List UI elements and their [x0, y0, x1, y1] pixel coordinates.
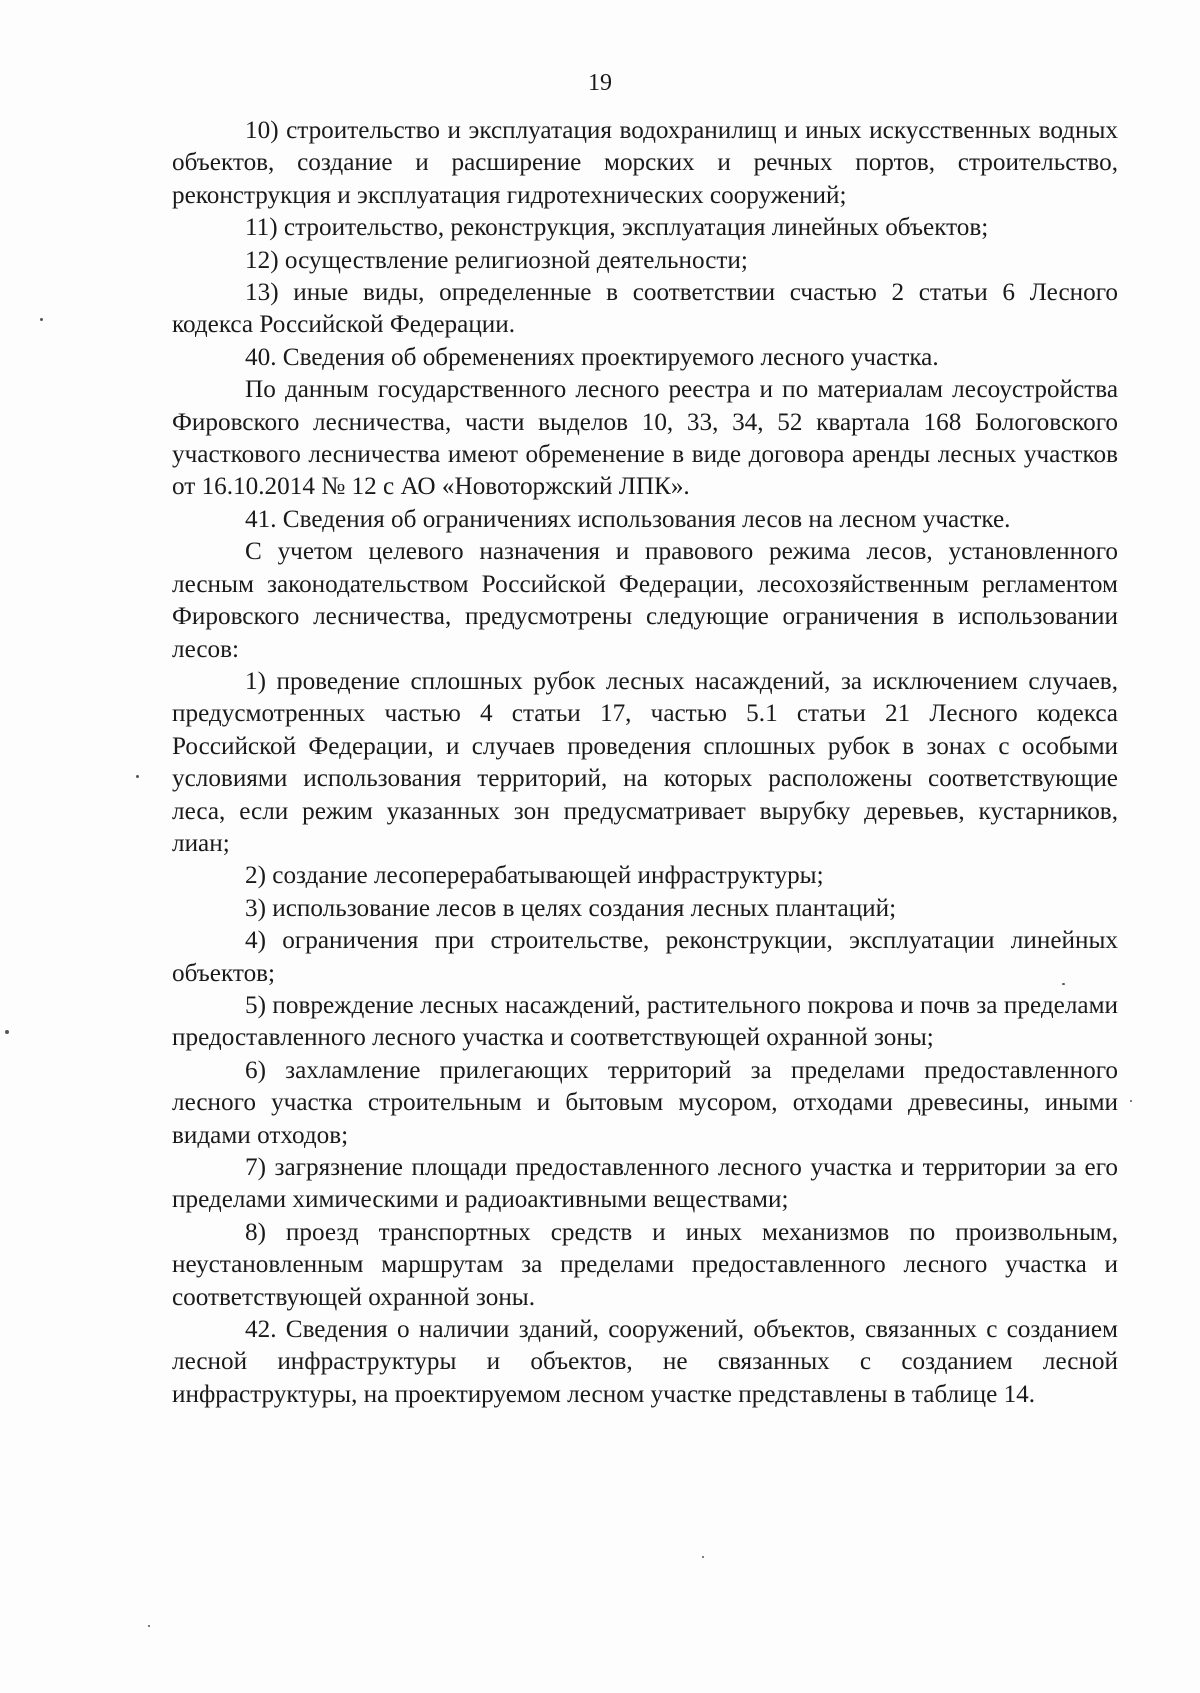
- paragraph-item-10: 10) строительство и эксплуатация водохранилищ и иных искусственных водных объектов, создание и расширение морских и речных портов, строительство, реконструкция и эксплуатация гидротехнических сооружений;: [172, 117, 1118, 209]
- restriction-item-2: 2) создание лесоперерабатывающей инфраструктуры;: [245, 862, 824, 890]
- scan-speck: [1062, 983, 1065, 985]
- section-40-heading: 40. Сведения об обременениях проектируемого лесного участка.: [245, 343, 939, 371]
- restriction-item-3: 3) использование лесов в целях создания лесных плантаций;: [245, 894, 897, 922]
- scan-speck: [148, 1625, 150, 1627]
- restriction-item-7: 7) загрязнение площади предоставленного лесного участка и территории за его пределами химическими и радиоактивными веществами;: [172, 1154, 1118, 1214]
- scan-speck: [5, 1030, 9, 1034]
- scan-speck: [40, 318, 43, 321]
- paragraph-item-11: 11) строительство, реконструкция, эксплуатация линейных объектов;: [245, 214, 989, 242]
- paragraph-item-13: 13) иные виды, определенные в соответствии счастью 2 статьи 6 Лесного кодекса Российской Федерации.: [172, 279, 1118, 339]
- restriction-item-1: 1) проведение сплошных рубок лесных насаждений, за исключением случаев, предусмотренных частью 4 статьи 17, частью 5.1 статьи 21 Лесного кодекса Российской Федерации, и случаев проведения сплошных рубок в зонах с особыми условиями использования территорий, на которых расположены соответствующие леса, если режим указанных зон предусматривает вырубку деревьев, кустарников, лиан;: [172, 667, 1118, 857]
- restriction-item-8: 8) проезд транспортных средств и иных механизмов по произвольным, неустановленным маршрутам за пределами предоставленного лесного участка и соответствующей охранной зоны.: [172, 1218, 1118, 1311]
- scan-speck: [702, 1556, 704, 1558]
- page-number: 19: [588, 70, 612, 96]
- paragraph-item-12: 12) осуществление религиозной деятельности;: [245, 246, 748, 274]
- document-body: [172, 115, 1118, 1411]
- scan-speck: [1130, 1100, 1132, 1102]
- restriction-item-6: 6) захламление прилегающих территорий за пределами предоставленного лесного участка строительным и бытовым мусором, отходами древесины, иными видами отходов;: [172, 1056, 1118, 1149]
- section-42-paragraph: 42. Сведения о наличии зданий, сооружений, объектов, связанных с созданием лесной инфраструктуры и объектов, не связанных с созданием лесной инфраструктуры, на проектируемом лесном участке представлены в таблице 14.: [172, 1316, 1118, 1408]
- restriction-item-4: 4) ограничения при строительстве, реконструкции, эксплуатации линейных объектов;: [172, 927, 1118, 987]
- scan-speck: [136, 775, 139, 778]
- restriction-item-5: 5) повреждение лесных насаждений, растительного покрова и почв за пределами предоставленного лесного участка и соответствующей охранной зоны;: [172, 991, 1118, 1052]
- section-40-body: По данным государственного лесного реестра и по материалам лесоустройства Фировского лесничества, части выделов 10, 33, 34, 52 квартала 168 Бологовского участкового лесничества имеют обременение в виде договора аренды лесных участков от 16.10.2014 № 12 с АО «Новоторжский ЛПК».: [172, 376, 1118, 501]
- section-41-heading: 41. Сведения об ограничениях использования лесов на лесном участке.: [245, 505, 1011, 533]
- section-41-body: С учетом целевого назначения и правового режима лесов, установленного лесным законодательством Российской Федерации, лесохозяйственным регламентом Фировского лесничества, предусмотрены следующие ограничения в использовании лесов:: [172, 538, 1118, 663]
